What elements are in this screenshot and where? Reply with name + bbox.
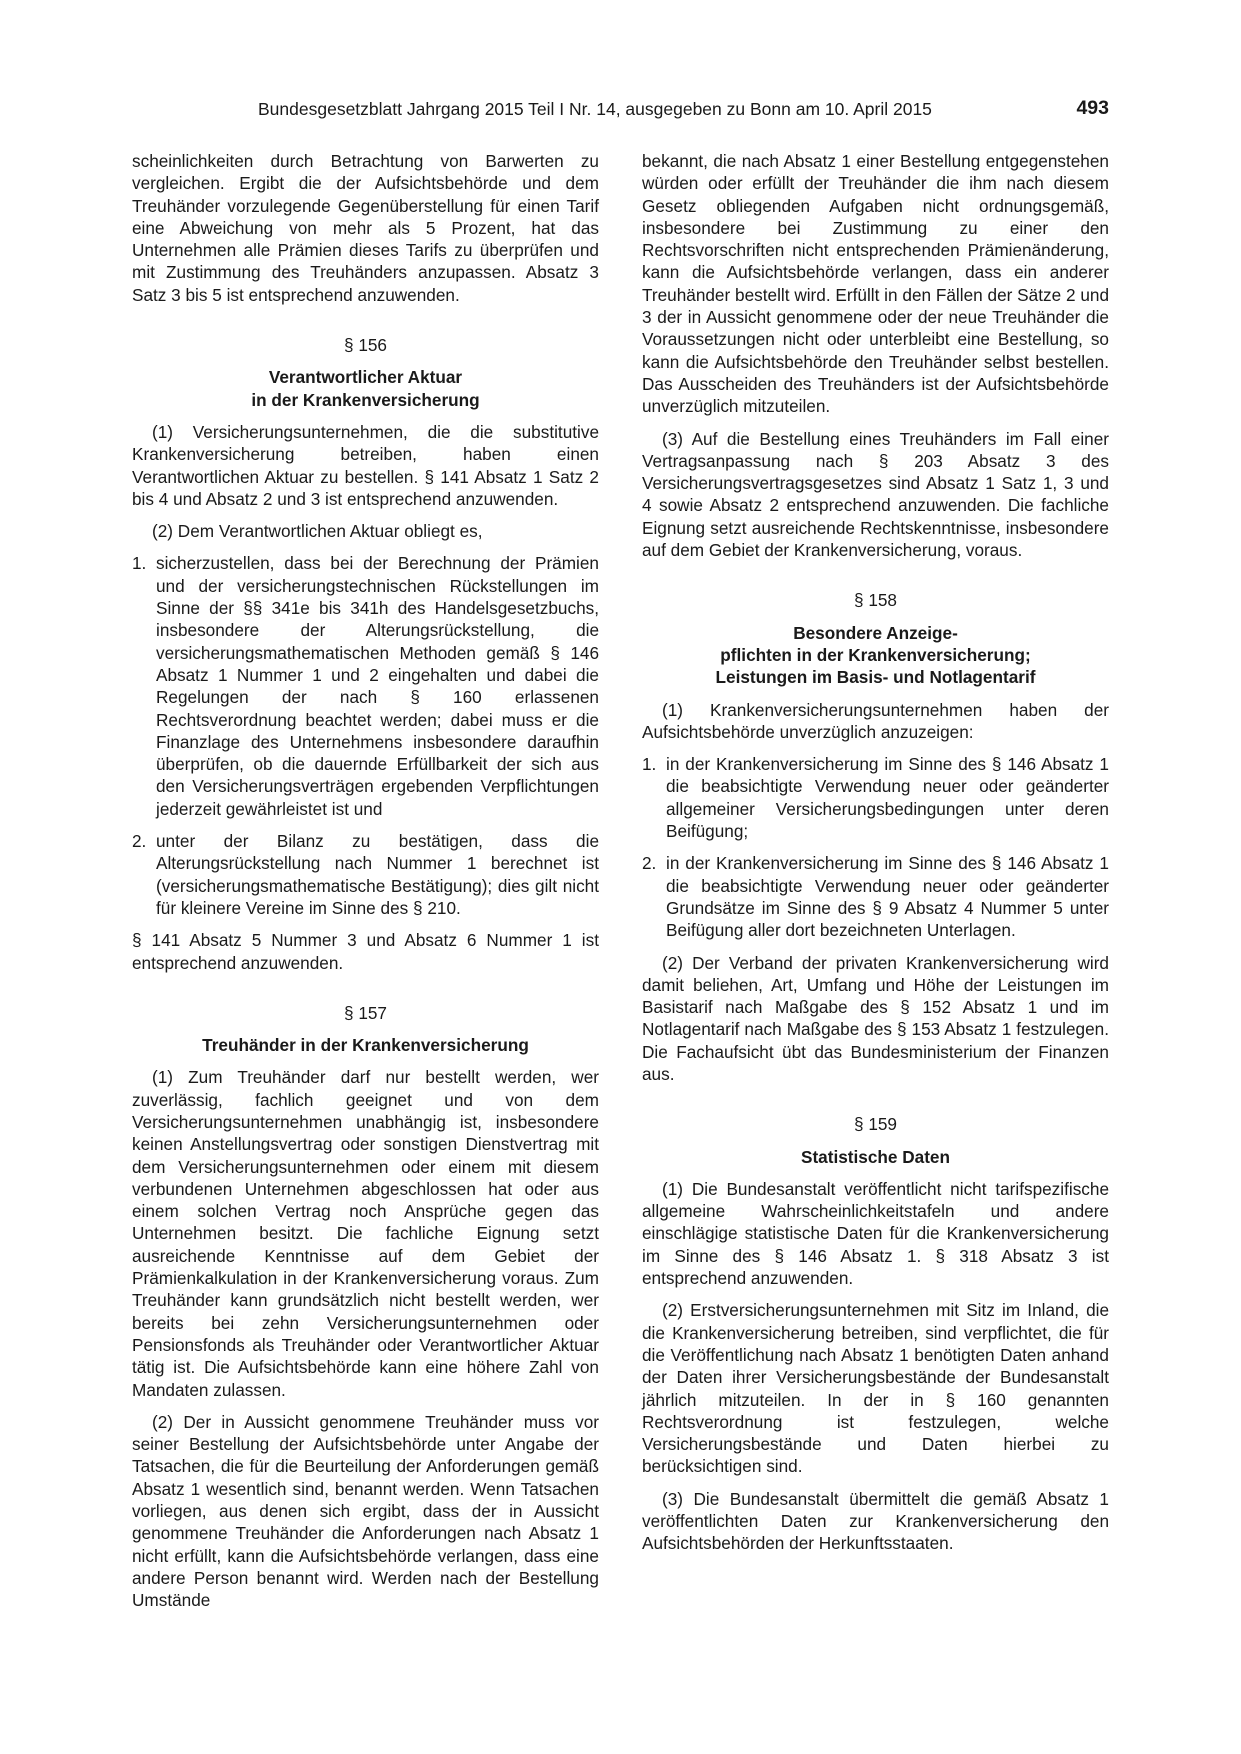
section-number-158: § 158	[853, 590, 897, 611]
section-number-159: § 159	[853, 1114, 897, 1135]
section-title-line: Verantwortlicher Aktuar	[268, 367, 463, 388]
section-title-line: Besondere Anzeige-	[793, 622, 958, 643]
continued-paragraph: scheinlichkeiten durch Betrachtung von Barwerten zu vergleichen. Ergibt die der Aufsichtsbehörde und dem Treuhänder vorzulegende Gegenüberstellung für einen Tarif eine Abweichung von mehr als 5 Prozent, hat das Unternehmen alle Prämien dieses Tarifs zu überprüfen und mit Zustimmung des Treuhänders anzupassen. Absatz 3 Satz 3 bis 5 ist entsprechend anzuwenden.	[132, 151, 599, 305]
list-item-text: in der Krankenversicherung im Sinne des § 146 Absatz 1 die beabsichtigte Verwendung neuer oder geänderter allgemeiner Versicherungsbedingungen unter deren Beifügung;	[666, 754, 1109, 842]
section-title-line: in der Krankenversicherung	[251, 389, 480, 410]
list-item	[132, 552, 599, 820]
section-title-159: Statistische Daten	[800, 1146, 950, 1167]
left-column	[132, 150, 599, 1622]
running-title: Bundesgesetzblatt Jahrgang 2015 Teil I Nr. 14, ausgegeben zu Bonn am 10. April 2015	[258, 99, 932, 119]
section-number-156: § 156	[343, 335, 387, 356]
paragraph: (2) Erstversicherungsunternehmen mit Sitz im Inland, die die Krankenversicherung betreiben, sind verpflichtet, die für die Veröffentlichung nach Absatz 1 benötigten Daten anhand der Daten ihrer Versicherungsbestände der Bundesanstalt jährlich mitzuteilen. In der in § 160 genannten Rechtsverordnung ist festzulegen, welche Versicherungsbestände und Daten hierbei zu berücksichtigen sind.	[642, 1300, 1109, 1477]
list-item	[642, 753, 1109, 842]
paragraph: (2) Der in Aussicht genommene Treuhänder muss vor seiner Bestellung der Aufsichtsbehörde unter Angabe der Tatsachen, die für die Beurteilung der Anforderungen gemäß Absatz 1 wesentlich sind, benannt werden. Wenn Tatsachen vorliegen, aus denen sich ergibt, dass der in Aussicht genommene Treuhänder die Anforderungen nach Absatz 1 nicht erfüllt, kann die Aufsichtsbehörde verlangen, dass eine andere Person benannt wird. Werden nach der Bestellung Umstände	[132, 1411, 599, 1611]
list-item-text: unter der Bilanz zu bestätigen, dass die Alterungsrückstellung nach Nummer 1 berechnet ist (versicherungsmathematische Bestätigung); dies gilt nicht für kleinere Vereine im Sinne des § 210.	[156, 831, 599, 918]
paragraph: § 141 Absatz 5 Nummer 3 und Absatz 6 Nummer 1 ist entsprechend anzuwenden.	[132, 930, 599, 973]
page-number: 493	[1076, 97, 1109, 119]
section-number-157: § 157	[343, 1002, 387, 1023]
section-title-156	[132, 366, 599, 411]
list-item	[642, 852, 1109, 941]
list-item-text: sicherzustellen, dass bei der Berechnung der Prämien und der versicherungstechnischen Rückstellungen im Sinne der §§ 341e bis 341h des Handelsgesetzbuchs, insbesondere der Alterungsrückstellung, die versicherungsmathematischen Methoden gemäß § 146 Absatz 1 Nummer 1 und 2 eingehalten und dabei die Regelungen der nach § 160 erlassenen Rechtsverordnung beachtet werden; dabei muss er die Finanzlage des Unternehmens insbesondere daraufhin überprüfen, ob die dauernde Erfüllbarkeit der sich aus den Versicherungsverträgen ergebenden Verpflichtungen jederzeit gewährleistet ist und	[156, 553, 599, 819]
paragraph: (1) Krankenversicherungsunternehmen haben der Aufsichtsbehörde unverzüglich anzuzeigen:	[642, 699, 1109, 742]
list-item-number: 1.	[132, 553, 147, 574]
section-title-line: pflichten in der Krankenversicherung;	[720, 644, 1031, 665]
paragraph: (2) Der Verband der privaten Krankenversicherung wird damit beliehen, Art, Umfang und Höhe der Leistungen im Basistarif nach Maßgabe des § 152 Absatz 1 und im Notlagentarif nach Maßgabe des § 153 Absatz 1 festzulegen. Die Fachaufsicht übt das Bundesministerium der Finanzen aus.	[642, 952, 1109, 1084]
paragraph: (2) Dem Verantwortlichen Aktuar obliegt es,	[152, 521, 483, 542]
list-item-number: 1.	[642, 754, 657, 775]
section-title-158	[642, 622, 1109, 689]
page-header	[258, 99, 1109, 125]
section-title-line: Leistungen im Basis- und Notlagentarif	[715, 667, 1036, 688]
list-item	[132, 830, 599, 919]
right-column	[642, 150, 1109, 1565]
paragraph: (1) Die Bundesanstalt veröffentlicht nicht tarifspezifische allgemeine Wahrscheinlichkeitstafeln und andere einschlägige statistische Daten für die Krankenversicherung im Sinne des § 146 Absatz 1. § 318 Absatz 3 ist entsprechend anzuwenden.	[642, 1178, 1109, 1289]
continued-paragraph: bekannt, die nach Absatz 1 einer Bestellung entgegenstehen würden oder erfüllt der Treuhänder die ihm nach diesem Gesetz obliegenden Aufgaben nicht ordnungsgemäß, insbesondere bei Zustimmung zu einer den Rechtsvorschriften nicht entsprechenden Prämienänderung, kann die Aufsichtsbehörde verlangen, dass ein anderer Treuhänder bestellt wird. Erfüllt in den Fällen der Sätze 2 und 3 der in Aussicht genommene oder der neue Treuhänder die Voraussetzungen nicht oder unterbleibt eine Bestellung, so kann die Aufsichtsbehörde den Treuhänder selbst bestellen. Das Ausscheiden des Treuhänders ist der Aufsichtsbehörde unverzüglich mitzuteilen.	[642, 151, 1109, 417]
list-item-text: in der Krankenversicherung im Sinne des § 146 Absatz 1 die beabsichtigte Verwendung neuer oder geänderter Grundsätze im Sinne des § 9 Absatz 4 Nummer 5 unter Beifügung aller dort bezeichneten Unterlagen.	[666, 853, 1109, 941]
list-item-number: 2.	[642, 853, 657, 874]
paragraph: (1) Zum Treuhänder darf nur bestellt werden, wer zuverlässig, fachlich geeignet und von dem Versicherungsunternehmen unabhängig ist, insbesondere keinen Anstellungsvertrag oder sonstigen Dienstvertrag mit dem Versicherungsunternehmen oder einem mit diesem verbundenen Unternehmen abgeschlossen hat oder aus einem solchen Vertrag noch Ansprüche gegen das Unternehmen besitzt. Die fachliche Eignung setzt ausreichende Kenntnisse auf dem Gebiet der Prämienkalkulation in der Krankenversicherung voraus. Zum Treuhänder kann grundsätzlich nicht bestellt werden, wer bereits bei zehn Versicherungsunternehmen oder Pensionsfonds als Treuhänder oder Verantwortlicher Aktuar tätig ist. Die Aufsichtsbehörde kann eine höhere Zahl von Mandaten zulassen.	[132, 1067, 599, 1400]
list-item-number: 2.	[132, 831, 147, 852]
paragraph: (3) Die Bundesanstalt übermittelt die gemäß Absatz 1 veröffentlichten Daten zur Krankenversicherung den Aufsichtsbehörden der Herkunftsstaaten.	[642, 1488, 1109, 1554]
section-title-157: Treuhänder in der Krankenversicherung	[202, 1035, 529, 1056]
paragraph: (1) Versicherungsunternehmen, die die substitutive Krankenversicherung betreiben, haben einen Verantwortlichen Aktuar zu bestellen. § 141 Absatz 1 Satz 2 bis 4 und Absatz 2 und 3 ist entsprechend anzuwenden.	[132, 421, 599, 509]
paragraph: (3) Auf die Bestellung eines Treuhänders im Fall einer Vertragsanpassung nach § 203 Absatz 3 des Versicherungsvertragsgesetzes sind Absatz 1 Satz 1, 3 und 4 sowie Absatz 2 entsprechend anzuwenden. Die fachliche Eignung setzt ausreichende Rechtskenntnisse, insbesondere auf dem Gebiet der Krankenversicherung, voraus.	[642, 428, 1109, 561]
